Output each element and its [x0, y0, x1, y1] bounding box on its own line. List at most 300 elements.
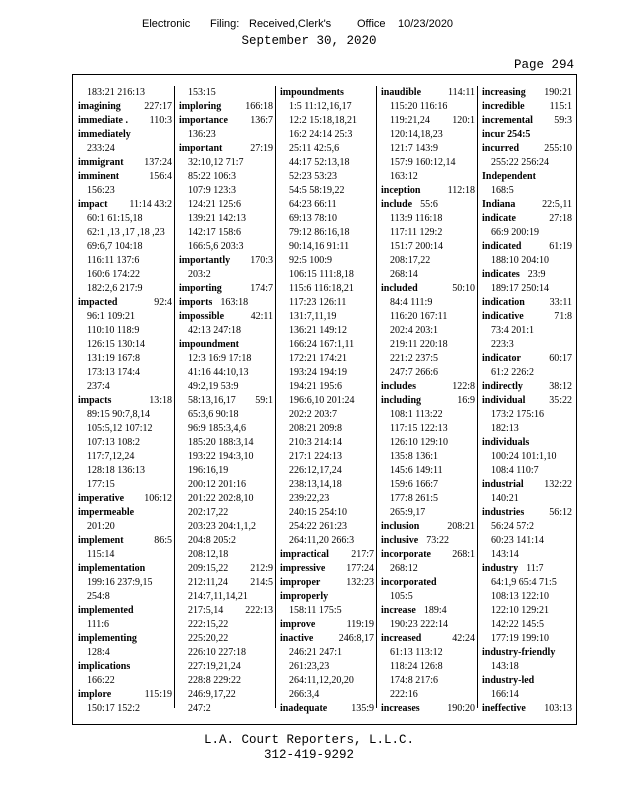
index-subline	[482, 184, 572, 198]
page-references: 189:17 250:14	[491, 283, 550, 294]
index-subline	[381, 128, 475, 142]
page-references: 227:17	[144, 101, 172, 112]
index-subline	[179, 268, 273, 282]
page-references: 61:19	[549, 241, 572, 252]
page-references: 151:7 200:14	[390, 241, 444, 252]
index-term: includes	[381, 381, 417, 392]
index-entry	[179, 310, 273, 324]
page-references: 194:21 195:6	[289, 381, 343, 392]
index-entry	[482, 436, 572, 450]
page-references: 173:2 175:16	[491, 409, 545, 420]
index-term: implore	[78, 689, 112, 700]
index-entry	[381, 282, 475, 296]
page-references: 41:16 44:10,13	[188, 367, 249, 378]
page-references: 117:23 126:11	[289, 297, 347, 308]
page-references: 193:22 194:3,10	[188, 451, 254, 462]
index-subline	[280, 310, 374, 324]
page-references: 265:9,17	[390, 507, 426, 518]
index-entry	[482, 674, 572, 688]
column-divider	[275, 86, 276, 708]
index-entry	[78, 534, 172, 548]
index-term: impoundment	[179, 339, 240, 350]
index-subline	[280, 674, 374, 688]
index-term: incorporated	[381, 577, 437, 588]
index-term: improper	[280, 577, 321, 588]
index-term: implications	[78, 661, 131, 672]
page-references: 105:5	[390, 591, 413, 602]
page-references: 189:4	[423, 605, 447, 616]
page-number: Page 294	[513, 58, 574, 72]
index-subline	[381, 226, 475, 240]
page-references: 240:15 254:10	[289, 507, 348, 518]
index-subline	[280, 450, 374, 464]
index-subline	[280, 198, 374, 212]
index-subline	[482, 632, 572, 646]
index-term: immediately	[78, 129, 131, 140]
index-entry	[78, 156, 172, 170]
index-subline	[179, 450, 273, 464]
page-references: 60:23 141:14	[491, 535, 545, 546]
page-references: 217:5,14	[188, 605, 224, 616]
page-references: 268:12	[390, 563, 418, 574]
index-term: imports	[179, 297, 213, 308]
page-references: 119:21,24	[390, 115, 430, 126]
page-references: 42:24	[452, 633, 475, 644]
page-references: 108:1 113:22	[390, 409, 443, 420]
index-subline	[179, 366, 273, 380]
index-subline	[381, 324, 475, 338]
column-divider	[376, 86, 377, 708]
page-references: 56:24 57:2	[491, 521, 535, 532]
page-references: 124:21 125:6	[188, 199, 242, 210]
page-references: 156:23	[87, 185, 115, 196]
index-entry	[482, 86, 572, 100]
page-references: 157:9 160:12,14	[390, 157, 456, 168]
page-references: 254:22 261:23	[289, 521, 348, 532]
page-references: 115:14	[87, 549, 115, 560]
index-subline	[179, 660, 273, 674]
index-subline	[78, 142, 172, 156]
page-references: 190:20	[447, 703, 475, 714]
page-references: 182:13	[491, 423, 519, 434]
index-entry	[381, 86, 475, 100]
page-references: 135:9	[351, 703, 374, 714]
page-references: 163:12	[390, 171, 418, 182]
index-entry	[482, 394, 572, 408]
index-subline	[78, 268, 172, 282]
page-references: 228:8 229:22	[188, 675, 242, 686]
index-term: immigrant	[78, 157, 124, 168]
index-entry	[381, 576, 475, 590]
index-subline	[78, 520, 172, 534]
index-subline	[482, 520, 572, 534]
page-references: 208:12,18	[188, 549, 229, 560]
index-term: increases	[381, 703, 420, 714]
page-references: 196:6,10 201:24	[289, 395, 355, 406]
index-term: implementation	[78, 563, 146, 574]
transcript-date: September 30, 2020	[241, 34, 377, 48]
page-references: 66:9 200:19	[491, 227, 540, 238]
index-entry	[78, 170, 172, 184]
page-references: 136:21 149:12	[289, 325, 348, 336]
page-references: 166:18	[245, 101, 273, 112]
index-subline	[381, 268, 475, 282]
index-subline	[482, 590, 572, 604]
index-term: inadequate	[280, 703, 328, 714]
page-references: 119:19	[346, 619, 374, 630]
index-term: implemented	[78, 605, 134, 616]
index-term: imploring	[179, 101, 222, 112]
page-references: 254:8	[87, 591, 110, 602]
index-subline	[78, 86, 172, 100]
index-subline	[381, 492, 475, 506]
index-subline	[78, 240, 172, 254]
index-entry	[381, 394, 475, 408]
index-subline	[280, 520, 374, 534]
page-references: 188:10 204:10	[491, 255, 550, 266]
index-entry	[381, 534, 475, 548]
index-subline	[280, 380, 374, 394]
index-subline	[78, 338, 172, 352]
index-subline	[280, 422, 374, 436]
page-references: 222:13	[245, 605, 273, 616]
index-term: include	[381, 199, 413, 210]
index-subline	[280, 366, 374, 380]
index-term: increased	[381, 633, 422, 644]
index-column-1	[78, 86, 172, 716]
index-subline	[179, 590, 273, 604]
page-references: 246:21 247:1	[289, 647, 343, 658]
index-subline	[78, 408, 172, 422]
index-term: industrial	[482, 479, 524, 490]
page-references: 214:5	[250, 577, 273, 588]
page-references: 132:22	[544, 479, 572, 490]
index-term: immediate .	[78, 115, 128, 126]
index-subline	[179, 506, 273, 520]
index-subline	[482, 156, 572, 170]
index-entry	[482, 212, 572, 226]
page-references: 112:18	[447, 185, 475, 196]
page-references: 22:5,11	[542, 199, 572, 210]
index-subline	[381, 408, 475, 422]
index-subline	[280, 240, 374, 254]
page-references: 114:11	[447, 87, 475, 98]
index-term: implement	[78, 535, 124, 546]
page-references: 173:13 174:4	[87, 367, 141, 378]
index-term: industries	[482, 507, 525, 518]
page-references: 264:11,20 266:3	[289, 535, 355, 546]
index-subline	[78, 310, 172, 324]
index-subline	[482, 576, 572, 590]
index-subline	[179, 240, 273, 254]
page-references: 170:3	[250, 255, 273, 266]
index-subline	[179, 198, 273, 212]
page-references: 135:8 136:1	[390, 451, 439, 462]
page-references: 166:24 167:1,11	[289, 339, 355, 350]
page-references: 190:21	[544, 87, 572, 98]
index-term: importance	[179, 115, 228, 126]
index-entry	[78, 688, 172, 702]
index-subline	[381, 618, 475, 632]
index-entry	[381, 520, 475, 534]
index-subline	[280, 100, 374, 114]
index-entry	[482, 506, 572, 520]
index-subline	[280, 296, 374, 310]
page-references: 64:23 66:11	[289, 199, 337, 210]
index-subline	[78, 590, 172, 604]
page-references: 128:18 136:13	[87, 465, 146, 476]
index-term: impacted	[78, 297, 118, 308]
index-entry	[482, 380, 572, 394]
index-column-5	[482, 86, 572, 716]
index-term: including	[381, 395, 422, 406]
index-subline	[482, 324, 572, 338]
index-entry	[381, 604, 475, 618]
page-references: 116:20 167:11	[390, 311, 448, 322]
index-subline	[381, 240, 475, 254]
stamp-word: Filing:	[210, 18, 240, 30]
index-subline	[280, 352, 374, 366]
index-entry	[482, 702, 572, 716]
page-references: 115:1	[549, 101, 572, 112]
index-subline	[78, 576, 172, 590]
index-subline	[280, 534, 374, 548]
index-subline	[482, 282, 572, 296]
index-entry	[482, 142, 572, 156]
stamp-word: Electronic	[142, 18, 191, 30]
page-references: 54:5 58:19,22	[289, 185, 345, 196]
index-column-4	[381, 86, 475, 716]
index-subline	[78, 436, 172, 450]
page-references: 105:5,12 107:12	[87, 423, 153, 434]
index-subline	[78, 702, 172, 716]
page-references: 89:15 90:7,8,14	[87, 409, 151, 420]
page-references: 73:22	[426, 535, 450, 546]
index-subline	[482, 450, 572, 464]
page-references: 49:2,19 53:9	[188, 381, 239, 392]
page-references: 16:2 24:14 25:3	[289, 129, 353, 140]
page-references: 108:4 110:7	[491, 465, 539, 476]
index-subline	[179, 156, 273, 170]
index-subline	[381, 464, 475, 478]
page-references: 73:4 201:1	[491, 325, 535, 336]
index-entry	[78, 114, 172, 128]
index-term: impermeable	[78, 507, 135, 518]
index-entry	[78, 198, 172, 212]
index-term: inclusive	[381, 535, 419, 546]
page-references: 221:2 237:5	[390, 353, 439, 364]
page-references: 233:24	[87, 143, 115, 154]
index-subline	[381, 338, 475, 352]
index-entry	[381, 198, 475, 212]
index-entry	[179, 338, 273, 352]
page-references: 126:15 130:14	[87, 339, 146, 350]
page-references: 202:17,22	[188, 507, 229, 518]
page-references: 172:21 174:21	[289, 353, 348, 364]
page-references: 208:21 209:8	[289, 423, 343, 434]
page-references: 106:15 111:8,18	[289, 269, 354, 280]
index-term: incurred	[482, 143, 520, 154]
page-references: 227:19,21,24	[188, 661, 241, 672]
index-entry	[280, 632, 374, 646]
page-references: 42:11	[250, 311, 273, 322]
page-references: 208:17,22	[390, 255, 431, 266]
index-subline	[381, 170, 475, 184]
index-subline	[280, 660, 374, 674]
index-subline	[78, 450, 172, 464]
index-subline	[280, 408, 374, 422]
index-subline	[280, 114, 374, 128]
page-references: 38:12	[549, 381, 572, 392]
page-references: 163:18	[220, 297, 249, 308]
page-references: 44:17 52:13,18	[289, 157, 350, 168]
index-term: indirectly	[482, 381, 523, 392]
index-subline	[381, 590, 475, 604]
index-subline	[280, 394, 374, 408]
page-references: 255:22 256:24	[491, 157, 550, 168]
page-references: 136:7	[250, 115, 273, 126]
page-references: 203:2	[188, 269, 211, 280]
index-subline	[78, 324, 172, 338]
index-entry	[78, 100, 172, 114]
index-subline	[482, 254, 572, 268]
index-term: inception	[381, 185, 421, 196]
page-references: 11:14 43:2	[129, 199, 172, 210]
index-subline	[179, 324, 273, 338]
page-references: 16:9	[457, 395, 475, 406]
index-subline	[381, 212, 475, 226]
index-term: inactive	[280, 633, 314, 644]
page-references: 113:9 116:18	[390, 213, 443, 224]
page-references: 117:7,12,24	[87, 451, 135, 462]
page-references: 212:9	[250, 563, 273, 574]
page-references: 64:1,9 65:4 71:5	[491, 577, 557, 588]
page-references: 177:24	[346, 563, 374, 574]
stamp-word: Office	[357, 18, 386, 30]
index-subline	[482, 464, 572, 478]
index-subline	[381, 646, 475, 660]
index-term: indicated	[482, 241, 522, 252]
index-subline	[280, 282, 374, 296]
page-references: 226:12,17,24	[289, 465, 342, 476]
page-references: 268:14	[390, 269, 418, 280]
page-references: 139:21 142:13	[188, 213, 247, 224]
page-references: 115:19	[144, 689, 172, 700]
index-term: indicate	[482, 213, 516, 224]
index-subline	[381, 478, 475, 492]
index-subline	[280, 646, 374, 660]
page-references: 196:16,19	[188, 465, 229, 476]
index-subline	[179, 520, 273, 534]
index-term: individual	[482, 395, 526, 406]
index-entry	[482, 268, 572, 282]
index-subline	[381, 352, 475, 366]
index-term: industry-friendly	[482, 647, 556, 658]
page-references: 160:6 174:22	[87, 269, 141, 280]
page-references: 86:5	[154, 535, 172, 546]
page-references: 85:22 106:3	[188, 171, 237, 182]
index-subline	[280, 492, 374, 506]
page-references: 193:24 194:19	[289, 367, 348, 378]
page-references: 92:5 100:9	[289, 255, 333, 266]
page-references: 182:2,6 217:9	[87, 283, 143, 294]
page-references: 177:15	[87, 479, 115, 490]
index-subline	[381, 450, 475, 464]
page-references: 168:5	[491, 185, 514, 196]
index-term: industry	[482, 563, 519, 574]
page-references: 190:23 222:14	[390, 619, 449, 630]
page-references: 58:13,16,17	[188, 395, 236, 406]
index-entry	[482, 352, 572, 366]
page-references: 27:19	[250, 143, 273, 154]
index-subline	[78, 184, 172, 198]
page-references: 69:13 78:10	[289, 213, 338, 224]
index-subline	[179, 618, 273, 632]
page-references: 115:6 116:18,21	[289, 283, 354, 294]
page-references: 200:12 201:16	[188, 479, 247, 490]
index-subline	[78, 226, 172, 240]
index-entry	[280, 562, 374, 576]
page-references: 71:8	[554, 311, 572, 322]
index-entry	[381, 184, 475, 198]
index-subline	[78, 380, 172, 394]
page-references: 12:3 16:9 17:18	[188, 353, 252, 364]
page-references: 174:8 217:6	[390, 675, 439, 686]
index-entry	[179, 254, 273, 268]
index-entry	[78, 492, 172, 506]
index-subline	[482, 688, 572, 702]
page-references: 247:2	[188, 703, 211, 714]
index-subline	[280, 506, 374, 520]
index-subline	[179, 576, 273, 590]
court-reporter-name: L.A. Court Reporters, L.L.C.	[203, 733, 415, 747]
page-references: 223:3	[491, 339, 514, 350]
page-references: 60:17	[549, 353, 572, 364]
index-subline	[482, 422, 572, 436]
index-subline	[280, 254, 374, 268]
court-reporter-phone: 312-419-9292	[263, 748, 354, 762]
page-references: 115:20 116:16	[390, 101, 448, 112]
page-references: 142:22 145:5	[491, 619, 545, 630]
index-term: incredible	[482, 101, 525, 112]
index-subline	[179, 534, 273, 548]
page-references: 118:24 126:8	[390, 661, 443, 672]
index-entry	[78, 604, 172, 618]
index-subline	[381, 506, 475, 520]
index-subline	[179, 184, 273, 198]
column-divider	[477, 86, 478, 708]
page-references: 166:14	[491, 689, 519, 700]
page-references: 210:3 214:14	[289, 437, 343, 448]
page-references: 1:5 11:12,16,17	[289, 101, 352, 112]
page-references: 60:1 61:15,18	[87, 213, 143, 224]
index-subline	[179, 702, 273, 716]
index-subline	[381, 688, 475, 702]
index-subline	[179, 688, 273, 702]
index-term: impacts	[78, 395, 112, 406]
index-subline	[381, 310, 475, 324]
index-entry	[78, 632, 172, 646]
index-subline	[482, 338, 572, 352]
index-subline	[179, 170, 273, 184]
index-term: ineffective	[482, 703, 526, 714]
page-references: 103:13	[544, 703, 572, 714]
column-divider	[174, 86, 175, 708]
index-subline	[78, 282, 172, 296]
index-entry	[482, 562, 572, 576]
index-subline	[78, 422, 172, 436]
page-references: 261:23,23	[289, 661, 330, 672]
